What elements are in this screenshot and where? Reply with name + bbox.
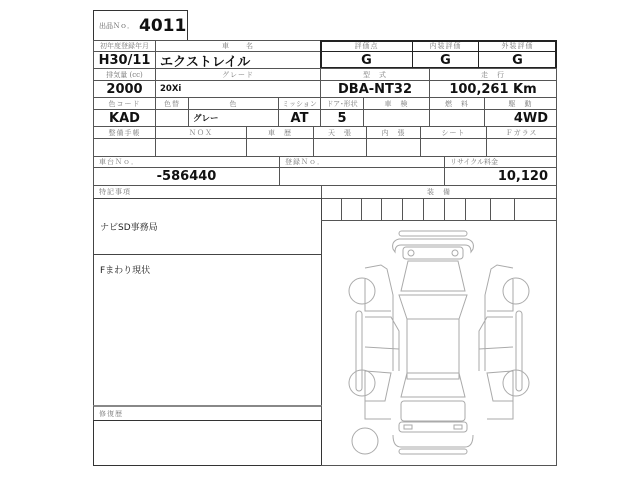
- equipment-slots: [321, 198, 557, 221]
- score-label: 評価点: [320, 40, 413, 52]
- first-reg-value: H30/11: [93, 51, 156, 69]
- maintenance-value: [93, 138, 156, 157]
- displacement-value: 2000: [93, 80, 156, 98]
- lot-number-label: 出品Ｎｏ．: [99, 21, 134, 30]
- glass-value: [486, 138, 557, 157]
- doors-label: ドア･形状: [320, 97, 364, 110]
- seat-label: シート: [420, 126, 487, 139]
- lot-number-box: [93, 10, 188, 41]
- roof-label: 天 張: [313, 126, 367, 139]
- repair-history-value: [93, 420, 322, 466]
- interior-label: 内装評価: [412, 40, 479, 52]
- equipment-slot: [361, 198, 382, 221]
- displacement-label: 排気量 (cc): [93, 68, 156, 81]
- mileage-value: 100,261 Km: [429, 80, 557, 98]
- history-label: 車 歴: [246, 126, 314, 139]
- equipment-slot: [465, 198, 491, 221]
- color-label: 色: [188, 97, 279, 110]
- exterior-value: G: [478, 51, 557, 69]
- registration-value: [279, 167, 445, 186]
- note-box-1: [93, 198, 322, 255]
- notes-label: 特記事項: [93, 185, 322, 199]
- color-change-value: [155, 109, 189, 127]
- model-value: DBA-NT32: [320, 80, 430, 98]
- glass-label: Ｆガラス: [486, 126, 557, 139]
- registration-label: 登録Ｎｏ．: [279, 156, 445, 168]
- equipment-slot: [490, 198, 515, 221]
- equipment-slot: [444, 198, 466, 221]
- inspection-label: 車 検: [363, 97, 430, 110]
- seat-value: [420, 138, 487, 157]
- recycle-label: リサイクル料金: [444, 156, 557, 168]
- exterior-label: 外装評価: [478, 40, 557, 52]
- nox-label: ＮＯＸ: [155, 126, 247, 139]
- equipment-slot: [514, 198, 557, 221]
- roof-value: [313, 138, 367, 157]
- nox-value: [155, 138, 247, 157]
- inspection-value: [363, 109, 430, 127]
- drive-value: 4WD: [484, 109, 557, 127]
- note-item: Fまわり現状: [100, 266, 151, 276]
- car-name-label: 車 名: [155, 40, 321, 52]
- repair-history-label: 修復歴: [93, 405, 322, 421]
- color-code-value: KAD: [93, 109, 156, 127]
- equipment-slot: [321, 198, 342, 221]
- equipment-slot: [341, 198, 362, 221]
- model-label: 型 式: [320, 68, 430, 81]
- color-code-label: 色コード: [93, 97, 156, 110]
- equipment-slot: [381, 198, 403, 221]
- note-item: ナビSD事務局: [100, 223, 158, 233]
- recycle-value: 10,120: [444, 167, 557, 186]
- grade-value: 20Xi: [155, 80, 321, 98]
- chassis-value: -586440: [93, 167, 280, 186]
- vehicle-diagram-panel: [321, 220, 557, 466]
- lot-number-value: 4011: [139, 15, 187, 36]
- score-value: G: [320, 51, 413, 69]
- car-name-value: エクストレイル: [155, 51, 321, 69]
- equipment-slot: [402, 198, 424, 221]
- equipment-label: 装 備: [321, 185, 557, 199]
- chassis-label: 車台Ｎｏ．: [93, 156, 280, 168]
- first-reg-label: 初年度登録年月: [93, 40, 156, 52]
- transmission-value: AT: [278, 109, 321, 127]
- interior-trim-value: [366, 138, 421, 157]
- fuel-label: 燃 料: [429, 97, 485, 110]
- doors-value: 5: [320, 109, 364, 127]
- transmission-label: ミッション: [278, 97, 321, 110]
- maintenance-label: 整備手帳: [93, 126, 156, 139]
- equipment-slot: [423, 198, 445, 221]
- vehicle-damage-diagram[interactable]: [321, 221, 557, 467]
- drive-label: 駆 動: [484, 97, 557, 110]
- history-value: [246, 138, 314, 157]
- note-box-2: [93, 254, 322, 406]
- mileage-label: 走 行: [429, 68, 557, 81]
- color-change-label: 色替: [155, 97, 189, 110]
- fuel-value: [429, 109, 485, 127]
- interior-trim-label: 内 張: [366, 126, 421, 139]
- interior-value: G: [412, 51, 479, 69]
- grade-label: グレード: [155, 68, 321, 81]
- color-value: グレー: [188, 109, 279, 127]
